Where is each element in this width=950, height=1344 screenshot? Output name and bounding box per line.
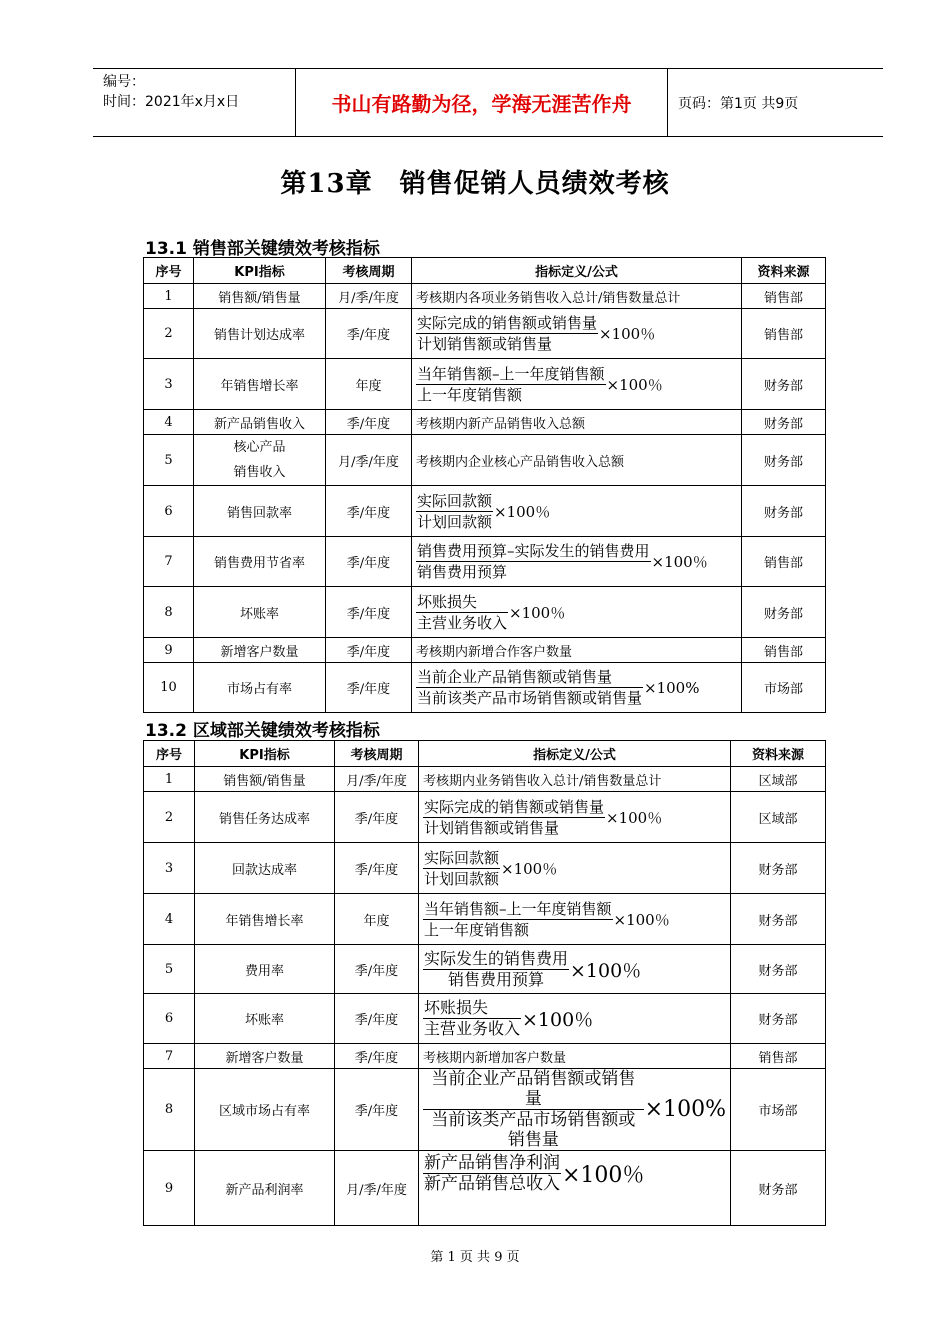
row-formula [419,792,731,843]
row-src: 区域部 [731,792,826,843]
header-page-info: 页码：第1页 共9页 [678,95,799,112]
formula-numerator: 销售费用预算–实际发生的销售费用 [417,542,650,560]
table-row [144,894,826,945]
row-no: 6 [144,486,194,537]
row-def: 考核期内新增合作客户数量 [412,638,742,663]
formula-denominator: 计划销售额或销售量 [417,335,553,353]
row-kpi: 销售计划达成率 [194,309,326,359]
formula-numerator: 当年销售额–上一年度销售额 [417,364,605,383]
header-left [93,69,295,136]
row-src: 销售部 [742,309,826,359]
formula-numerator: 实际发生的销售费用 [424,948,569,968]
page-footer: 第 1 页 共 9 页 [430,1250,520,1265]
formula-multiplier: ×100％ [606,808,663,827]
row-kpi: 新产品销售收入 [194,410,326,435]
formula-numerator: 新产品销售净利润 [424,1153,560,1173]
row-src: 销售部 [731,1044,826,1069]
table-row [144,945,826,994]
row-kpi: 新增客户数量 [195,1044,335,1069]
section2-title: 13.2 区域部关键绩效考核指标 [145,721,380,741]
row-def: 考核期内企业核心产品销售收入总额 [412,435,742,486]
row-kpi [194,435,326,486]
header-kpi: KPI指标 [194,258,326,284]
row-formula [412,486,742,537]
row-period: 季/年度 [326,486,412,537]
row-kpi: 销售回款率 [194,486,326,537]
row-no: 7 [144,537,194,587]
row-src: 财务部 [742,587,826,638]
table-row [144,587,826,638]
table-row [144,767,826,792]
row-no: 1 [144,767,195,792]
formula-multiplier: ×100% [644,678,700,697]
row-formula [412,587,742,638]
row-formula [412,663,742,713]
row-def: 考核期内业务销售收入总计/销售数量总计 [419,767,731,792]
row-period: 季/年度 [326,410,412,435]
row-no: 4 [144,410,194,435]
row-kpi: 新产品利润率 [195,1151,335,1226]
table-row [144,486,826,537]
table-row [144,284,826,309]
formula-multiplier: ×100％ [570,959,642,982]
row-no: 5 [144,945,195,994]
formula-denominator: 销售费用预算 [417,563,508,581]
formula-denominator: 当前该类产品市场销售额或销售量 [431,1110,636,1150]
formula-multiplier: ×100％ [522,1009,594,1031]
row-period: 月/季/年度 [326,435,412,486]
table-row [144,1151,826,1226]
table-row [144,638,826,663]
row-kpi: 销售费用节省率 [194,537,326,587]
row-kpi: 销售任务达成率 [195,792,335,843]
header-src: 资料来源 [742,258,826,284]
row-formula [412,537,742,587]
table-row [144,1044,826,1069]
formula-multiplier: ×100％ [599,325,656,343]
row-no: 6 [144,994,195,1044]
row-kpi: 区域市场占有率 [195,1069,335,1151]
table-row [144,792,826,843]
header-period: 考核周期 [326,258,412,284]
row-period: 月/季/年度 [326,284,412,309]
formula-multiplier: ×100％ [501,859,558,878]
row-src: 财务部 [731,994,826,1044]
row-kpi: 回款达成率 [195,843,335,894]
row-no: 3 [144,843,195,894]
row-kpi-line2: 销售收入 [233,465,286,480]
row-period: 月/季/年度 [335,1151,419,1226]
row-period: 季/年度 [326,537,412,587]
formula-numerator: 当年销售额–上一年度销售额 [424,899,612,918]
row-src: 销售部 [742,638,826,663]
row-no: 3 [144,359,194,410]
row-no: 7 [144,1044,195,1069]
formula-multiplier: ×100％ [651,553,708,571]
row-kpi: 年销售增长率 [195,894,335,945]
row-period: 季/年度 [326,638,412,663]
row-kpi: 年销售增长率 [194,359,326,410]
row-formula [419,1151,731,1226]
row-src: 财务部 [731,843,826,894]
row-no: 1 [144,284,194,309]
row-def: 考核期内新产品销售收入总额 [412,410,742,435]
row-src: 财务部 [742,410,826,435]
formula-denominator: 上一年度销售额 [417,385,523,404]
row-no: 8 [144,1069,195,1151]
row-no: 4 [144,894,195,945]
row-no: 2 [144,792,195,843]
row-no: 2 [144,309,194,359]
row-formula [412,359,742,410]
row-kpi: 费用率 [195,945,335,994]
formula-denominator: 主营业务收入 [424,1019,521,1038]
formula-numerator: 当前企业产品销售额或销售量 [423,1069,644,1110]
formula-multiplier: ×100％ [606,375,663,394]
header-def: 指标定义/公式 [412,258,742,284]
row-src: 财务部 [742,486,826,537]
row-period: 季/年度 [335,792,419,843]
formula-denominator: 计划回款额 [424,869,500,888]
row-no: 9 [144,1151,195,1226]
header-no: 序号 [144,741,195,767]
row-no: 10 [144,663,194,713]
formula-numerator: 坏账损失 [423,998,521,1019]
row-period: 季/年度 [326,587,412,638]
row-period: 季/年度 [335,994,419,1044]
formula-denominator: 销售费用预算 [448,969,545,989]
formula-denominator: 当前该类产品市场销售额或销售量 [417,689,643,707]
table-header-row [144,741,826,767]
row-period: 年度 [335,894,419,945]
time-label: 时间：2021年x月x日 [103,94,240,110]
table-row [144,359,826,410]
table-row [144,1069,826,1151]
row-src: 财务部 [731,894,826,945]
row-formula [419,843,731,894]
row-src: 财务部 [742,359,826,410]
row-formula [419,945,731,994]
formula-denominator: 主营业务收入 [417,613,508,632]
section2-table [143,740,826,1226]
row-period: 年度 [326,359,412,410]
row-period: 季/年度 [335,945,419,994]
chapter-title: 第13章 销售促销人员绩效考核 [280,169,670,199]
row-no: 9 [144,638,194,663]
table-row [144,663,826,713]
formula-multiplier: ×100％ [613,910,670,929]
row-kpi: 坏账率 [194,587,326,638]
row-kpi: 销售额/销售量 [195,767,335,792]
row-period: 季/年度 [335,843,419,894]
formula-denominator: 计划回款额 [417,512,493,531]
header-kpi: KPI指标 [195,741,335,767]
formula-numerator: 坏账损失 [416,592,508,613]
formula-multiplier: ×100％ [494,502,551,521]
row-kpi: 新增客户数量 [194,638,326,663]
row-formula [419,894,731,945]
row-def: 考核期内各项业务销售收入总计/销售数量总计 [412,284,742,309]
row-def: 考核期内新增加客户数量 [419,1044,731,1069]
page-header [93,68,883,137]
table-header-row [144,258,826,284]
row-kpi-line1: 核心产品 [233,440,286,455]
table-row [144,309,826,359]
id-label: 编号： [103,74,145,90]
row-src: 财务部 [731,1151,826,1226]
formula-numerator: 实际完成的销售额或销售量 [424,797,605,816]
header-period: 考核周期 [335,741,419,767]
row-formula [419,1069,731,1151]
row-no: 8 [144,587,194,638]
section1-table [143,257,826,713]
row-period: 月/季/年度 [335,767,419,792]
row-src: 财务部 [731,945,826,994]
table-row [144,537,826,587]
row-src: 销售部 [742,537,826,587]
formula-multiplier: ×100% [644,1097,726,1122]
row-src: 销售部 [742,284,826,309]
row-src: 区域部 [731,767,826,792]
row-period: 季/年度 [335,1069,419,1151]
table-row [144,843,826,894]
formula-denominator: 计划销售额或销售量 [424,818,560,837]
row-no: 5 [144,435,194,486]
row-kpi: 销售额/销售量 [194,284,326,309]
row-src: 市场部 [742,663,826,713]
row-src: 财务部 [742,435,826,486]
formula-multiplier: ×100％ [509,603,566,622]
row-period: 季/年度 [326,663,412,713]
header-def: 指标定义/公式 [419,741,731,767]
header-motto: 书山有路勤为径，学海无涯苦作舟 [295,69,668,136]
formula-multiplier: ×100％ [562,1163,645,1188]
formula-numerator: 当前企业产品销售额或销售量 [416,667,643,688]
formula-numerator: 实际回款额 [417,491,493,510]
row-period: 季/年度 [335,1044,419,1069]
row-formula [412,309,742,359]
row-formula [419,994,731,1044]
formula-denominator: 新产品销售总收入 [424,1174,560,1194]
table-row [144,410,826,435]
header-no: 序号 [144,258,194,284]
table-row [144,994,826,1044]
row-kpi: 坏账率 [195,994,335,1044]
formula-numerator: 实际回款额 [424,848,500,867]
formula-denominator: 上一年度销售额 [424,920,530,939]
row-src: 市场部 [731,1069,826,1151]
formula-numerator: 实际完成的销售额或销售量 [417,314,598,332]
table-row [144,435,826,486]
row-kpi: 市场占有率 [194,663,326,713]
header-src: 资料来源 [731,741,826,767]
section1-title: 13.1 销售部关键绩效考核指标 [145,239,380,259]
row-period: 季/年度 [326,309,412,359]
